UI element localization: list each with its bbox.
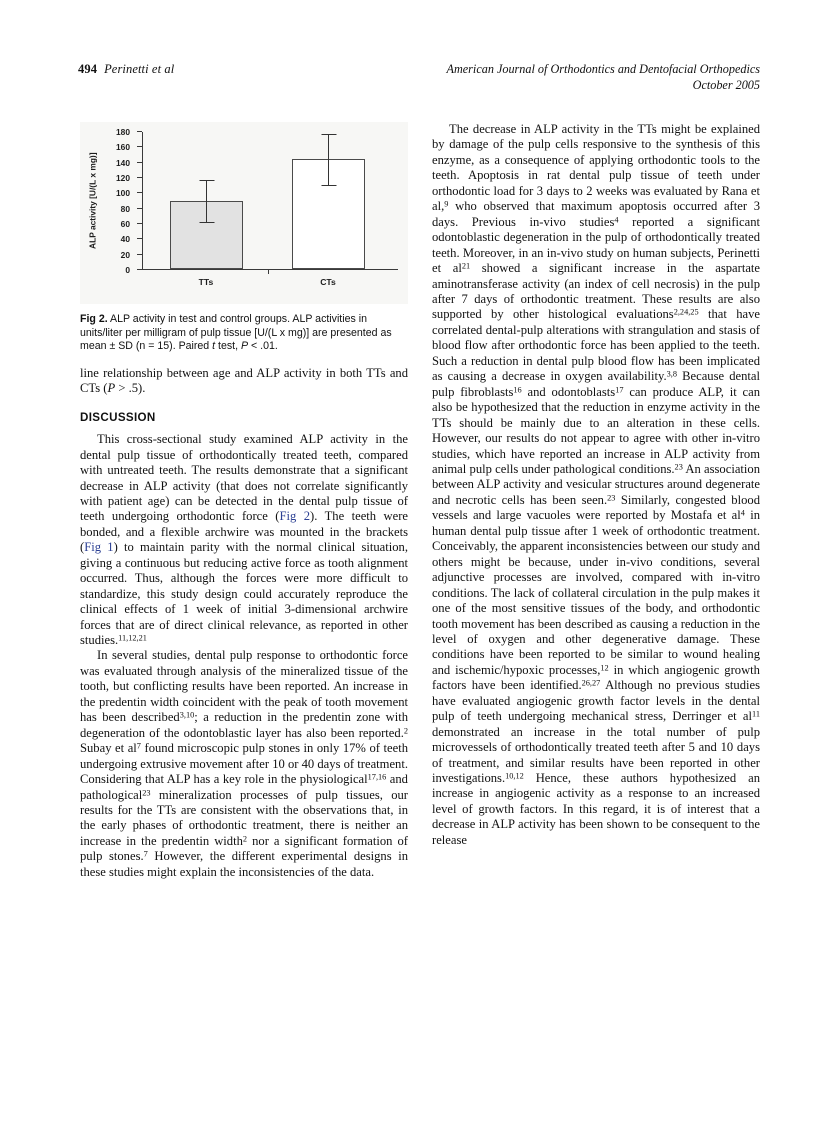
chart-y-axis [142,132,143,270]
running-head-right [447,62,760,93]
figure-1-link[interactable]: Fig 1 [84,540,114,555]
citation-12[interactable]: 12 [600,663,609,673]
right-p1-d: showed a significant increase in the aspartate aminotransferase activity (an index of cell necrosis) in the pulp after 7 days of orthodontic treatment. These results are also supported by other histological evaluations [432,261,761,322]
chart-y-axis-label: ALP activity [U/(L x mg)] [87,152,98,250]
right-column [432,122,760,848]
figure-2-caption-d: < .01. [248,340,278,353]
citation-26-27[interactable]: 26,27 [581,678,601,688]
disc-p2-e: and pathological [80,772,408,802]
x-tick-label-tts: TTs [198,276,214,287]
figure-2-caption-b: SD (n = 15). Paired [115,340,213,353]
citation-3-10[interactable]: 3,10 [179,710,195,720]
para-continuation-b: > .5). [115,381,146,396]
figure-2-caption-line1: ALP activity in test and control groups. ALP [107,313,313,325]
discussion-paragraph-1 [80,432,408,648]
disc-p2-c: Subay et al [80,741,137,756]
figure-2-link[interactable]: Fig 2 [279,509,311,524]
y-tick-80: 80 [137,208,142,209]
right-p1-e: that have correlated dental-pulp alterations with strangulation and stasis of blood flow after orthodontic force has been applied to the teeth. Such a reduction in dental pulp blood flow has been implicated as causing a decrease in oxygen availability. [432,307,760,384]
running-head [78,62,760,102]
x-axis-midtick [268,270,269,274]
disc-p2-g: nor a significant formation of pulp stones. [80,833,408,864]
citation-23[interactable]: 23 [674,462,683,472]
right-p1-a: The decrease in ALP activity in the TTs might be explained by damage of the pulp cells responsive to the synthesis of this enzyme, as a consequence of applying orthodontic tools to the teeth. Apoptosis in rat dental pulp tissue of teeth under orthodontic load for 3 days to 2 weeks was evaluated by Rana et al, [432,122,760,214]
errorbar-cts [328,135,329,186]
citation-16[interactable]: 16 [513,385,522,395]
para-continuation-p: P [107,381,116,396]
y-tick-120: 120 [137,177,142,178]
right-p1-f: Because dental pulp fibroblasts [432,369,760,399]
citation-2[interactable]: 2 [403,726,408,736]
page-folio: 494 [78,62,98,76]
y-tick-60: 60 [137,223,142,224]
citation-17[interactable]: 17 [615,385,624,395]
journal-title: American Journal of Orthodontics and Dentofacial Orthopedics [446,62,760,76]
para-continuation-a: line relationship between age and ALP activity in both TTs and CTs ( [80,365,408,396]
disc-p2-a: In several studies, dental pulp response to orthodontic force was evaluated through analysis of the mineralized tissue of the tooth, but conflicting results have been reported. An increase in the predentin width coincident with the peak of tooth movement has been described [80,648,408,725]
right-p1-k: in human dental pulp tissue after 1 week of orthodontic treatment. Conceivably, the apparent inconsistencies between our study and others might be because, under in-vivo conditions, several adjunctive processes are involved, compared with in-vitro conditions. The lack of collateral circulation in the pulp makes it one of the most sensitive tissues of the body, and orthodontic tooth movement has been described as causing a reduction in the level of oxygen and other degenerative damage. These conditions have been reported to be similar to wound healing and ischemic/hypoxic processes, [432,508,760,677]
y-tick-0: 0 [137,269,142,270]
errorbar-tts-cap-upper [199,180,214,181]
citation-2-24-25[interactable]: 2,24,25 [673,307,699,317]
running-head-authors: Perinetti et al [104,62,175,76]
right-p1-m: Although no previous studies have evaluated angiogenic growth factor levels in the dental pulp of teeth undergoing mechanical stress, Derringer et al [432,678,760,724]
citation-9[interactable]: 9 [444,199,449,209]
disc-p1-c: ) to maintain parity with the normal clinical situation, giving a continuous but reducing active force as tooth alignment occurred. Thus, although the forces were more difficult to standardize, this study design could accurately reproduce the clinical effects of 1 week of initial 3-dimensional archwire forces that are of direct clinical relevance, as reported in other studies. [80,540,409,648]
y-tick-140: 140 [137,162,142,163]
disc-p1-b: ). The teeth were bonded, and a flexible archwire was mounted in the brackets ( [80,509,408,555]
citation-23-left[interactable]: 23 [142,788,151,798]
disc-p2-b: ; a reduction in the predentin zone with degeneration of the odontoblastic layer has also been reported. [80,710,408,740]
right-p1-l: in which angiogenic growth factors have been identified. [432,662,760,693]
heading-discussion: DISCUSSION [80,410,156,424]
figure-2-caption-c: test, [215,340,241,353]
citation-2-b[interactable]: 2 [242,834,248,844]
right-p1-i: An association between ALP activity and vesicular structures around degenerate and necrotic cells has been seen. [432,461,761,507]
y-tick-160: 160 [137,146,142,147]
citation-11-12-21[interactable]: 11,12,21 [118,633,147,643]
figure-2-caption-a: activities in units/liter per milligram of pulp tissue [U/(L x mg)] are presented as mean [80,313,392,353]
paragraph-continuation [80,366,408,397]
errorbar-cts-cap-lower [321,185,336,186]
chart-plot-area [116,127,398,275]
right-p1-b: who observed that maximum apoptosis occurred after 3 days. Previous in-vivo studies [432,199,760,229]
citation-4-b[interactable]: 4 [740,508,745,518]
plus-minus-symbol: ± [109,340,116,353]
y-tick-100: 100 [137,192,142,193]
discussion-paragraph-3 [432,122,760,848]
right-p1-g: and odontoblasts [521,384,616,399]
disc-p2-h: However, the different experimental designs in these studies might explain the inconsistencies of the data. [80,849,409,879]
x-tick-label-cts: CTs [320,276,336,287]
right-p1-j: Similarly, congested blood vessels and large vacuoles were reported by Mostafa et al [432,492,760,523]
errorbar-tts-cap-lower [199,222,214,223]
citation-4[interactable]: 4 [614,215,619,225]
figure-2-caption [80,313,408,354]
citation-21[interactable]: 21 [461,261,471,271]
citation-11[interactable]: 11 [752,709,760,719]
figure-2-label: Fig 2. [80,313,108,325]
figure-2-caption-italic-t: t [212,340,216,353]
disc-p2-f: mineralization processes of pulp tissues, our results for the TTs are consistent with the observations that, in the early phases of orthodontic treatment, there is neither an increase in the predentin width [80,787,408,848]
figure-2 [80,122,408,354]
figure-2-caption-italic-p: P [241,340,249,353]
citation-7[interactable]: 7 [136,741,141,751]
errorbar-cts-cap-upper [321,134,336,135]
citation-10-12[interactable]: 10,12 [505,771,524,781]
chart-x-axis [142,269,398,270]
left-column [80,122,408,880]
issue-date: October 2005 [692,77,760,92]
citation-3-8[interactable]: 3,8 [666,369,677,379]
y-tick-180: 180 [137,131,142,132]
discussion-paragraph-2 [80,648,408,880]
right-p1-h: can produce ALP, it can also be hypothesized that the reduction in enzyme activity in the TTs should be mainly due to an alteration in these cells. However, our results do not appear to agree with other in-vitro studies, which have reported an increase in ALP activity from animal pulp cells under pathological conditions. [432,384,760,476]
citation-23-b[interactable]: 23 [607,493,616,503]
right-p1-c: reported a significant odontoblastic degeneration in the pulp of orthodontically treated teeth. Moreover, in an in-vivo study on human subjects, Perinetti et al [432,214,760,276]
disc-p1-a: This cross-sectional study examined ALP activity in the dental pulp tissue of orthodontically treated teeth, compared with untreated teeth. The results demonstrate that a significant decrease in ALP activity (that does not correlate significantly with patient age) can be detected in the dental pulp tissue of teeth undergoing orthodontic force ( [80,432,408,524]
citation-17-16[interactable]: 17,16 [367,772,387,782]
right-p1-o: Hence, these authors hypothesized an increase in angiogenic activity as a response to an increased level of growth factors. In this regard, it is of interest that a decrease in ALP activity has been shown to be consequent to the release [432,771,760,847]
disc-p2-d: found microscopic pulp stones in only 17% of teeth undergoing extrusive movement after 10 or 40 days of treatment. Considering that ALP has a key role in the physiological [80,741,408,787]
y-tick-20: 20 [137,254,142,255]
figure-2-chart [80,122,408,304]
y-tick-40: 40 [137,238,142,239]
errorbar-tts [206,181,207,222]
running-head-left [78,62,174,77]
right-p1-n: demonstrated an increase in the total number of pulp microvessels of orthodontically treated teeth after 5 and 10 days of treatment, and similar results have been reported in other investigations. [432,724,760,786]
citation-7-b[interactable]: 7 [143,849,148,859]
